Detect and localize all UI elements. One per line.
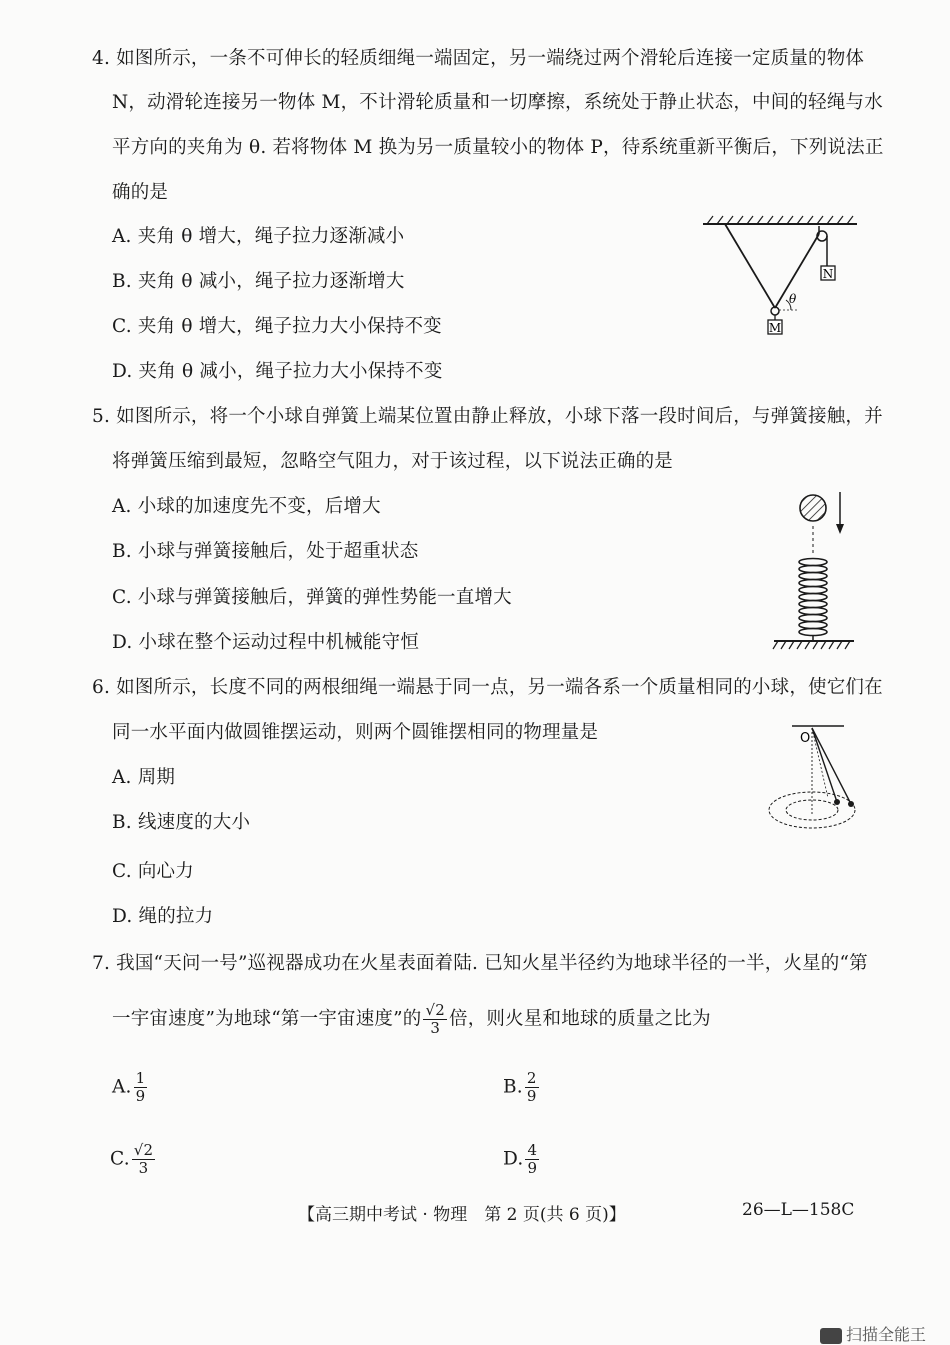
q6-conical-pendulum-figure xyxy=(762,718,872,836)
q7-stem-line-2-pre: 一宇宙速度”为地球“第一宇宙速度”的 xyxy=(112,1008,422,1030)
q6-stem-line-2: 同一水平面内做圆锥摆运动，则两个圆锥摆相同的物理量是 xyxy=(112,722,599,743)
q4-label-theta: θ xyxy=(789,292,797,306)
q4-option-b: B. 夹角 θ 减小，绳子拉力逐渐增大 xyxy=(112,271,405,292)
q4-option-d: D. 夹角 θ 减小，绳子拉力大小保持不变 xyxy=(112,361,443,382)
q5-option-d: D. 小球在整个运动过程中机械能守恒 xyxy=(112,632,420,653)
q7-stem-line-2-post: 倍，则火星和地球的质量之比为 xyxy=(449,1008,711,1030)
q6-option-a: A. 周期 xyxy=(112,767,176,788)
q7-ratio-numerator: √2 xyxy=(425,1001,445,1019)
q7-option-a-num: 1 xyxy=(135,1069,146,1087)
q7-option-a-den: 9 xyxy=(135,1087,146,1105)
q5-spring-figure xyxy=(768,484,858,654)
q4-stem-line-4: 确的是 xyxy=(112,182,169,203)
q7-option-b-fraction xyxy=(525,1070,539,1105)
q5-stem-line-2: 将弹簧压缩到最短，忽略空气阻力，对于该过程，以下说法正确的是 xyxy=(112,451,674,472)
q7-stem-line-1: 7. 我国“天问一号”巡视器成功在火星表面着陆. 已知火星半径约为地球半径的一半，火星的“第 xyxy=(92,953,868,974)
q6-stem-line-1: 6. 如图所示，长度不同的两根细绳一端悬于同一点，另一端各系一个质量相同的小球，使它们在 xyxy=(92,677,883,698)
q7-option-c xyxy=(110,1142,157,1177)
q7-ratio-fraction xyxy=(423,1002,447,1037)
q7-option-b xyxy=(503,1070,541,1105)
q4-pulley-figure xyxy=(695,212,865,342)
q4-stem-line-3: 平方向的夹角为 θ. 若将物体 M 换为另一质量较小的物体 P，待系统重新平衡后，下列说法正 xyxy=(112,137,884,158)
q4-label-n: N xyxy=(822,267,834,281)
q7-option-a-fraction xyxy=(134,1070,148,1105)
q4-stem-line-1: 4. 如图所示，一条不可伸长的轻质细绳一端固定，另一端绕过两个滑轮后连接一定质量的物体 xyxy=(92,48,865,69)
q4-label-m: M xyxy=(768,321,782,335)
q7-option-b-label: B. xyxy=(503,1076,523,1098)
q6-label-o: O xyxy=(800,731,811,746)
q7-option-d-den: 9 xyxy=(527,1159,538,1177)
q7-option-c-fraction xyxy=(132,1142,156,1177)
scanner-watermark xyxy=(820,1322,940,1345)
q7-option-d-fraction xyxy=(525,1142,539,1177)
watermark-text: 扫描全能王 xyxy=(846,1325,927,1344)
q4-option-c: C. 夹角 θ 增大，绳子拉力大小保持不变 xyxy=(112,316,442,337)
q7-option-b-num: 2 xyxy=(526,1069,537,1087)
q6-option-d: D. 绳的拉力 xyxy=(112,906,214,927)
q7-ratio-denominator: 3 xyxy=(430,1019,441,1037)
scanner-logo-icon xyxy=(820,1328,842,1344)
q5-option-a: A. 小球的加速度先不变，后增大 xyxy=(112,496,381,517)
q7-option-a-label: A. xyxy=(112,1076,132,1098)
q7-stem-line-2 xyxy=(112,1002,711,1037)
q7-option-d-label: D. xyxy=(503,1148,524,1170)
q7-option-c-den: 3 xyxy=(138,1159,149,1177)
q7-option-c-num: √2 xyxy=(133,1141,154,1159)
q7-option-c-label: C. xyxy=(110,1148,130,1170)
q7-option-d xyxy=(503,1142,541,1177)
q5-stem-line-1: 5. 如图所示，将一个小球自弹簧上端某位置由静止释放，小球下落一段时间后，与弹簧接触，并 xyxy=(92,406,883,427)
q5-option-b: B. 小球与弹簧接触后，处于超重状态 xyxy=(112,541,419,562)
q7-option-a xyxy=(112,1070,149,1105)
q4-option-a: A. 夹角 θ 增大，绳子拉力逐渐减小 xyxy=(112,226,405,247)
q6-option-b: B. 线速度的大小 xyxy=(112,812,251,833)
footer-page-info: 【高三期中考试 · 物理 第 2 页(共 6 页)】 xyxy=(298,1205,626,1225)
q5-option-c: C. 小球与弹簧接触后，弹簧的弹性势能一直增大 xyxy=(112,587,512,608)
q6-option-c: C. 向心力 xyxy=(112,861,194,882)
footer-exam-code: 26—L—158C xyxy=(742,1200,855,1220)
q4-stem-line-2: N，动滑轮连接另一物体 M，不计滑轮质量和一切摩擦，系统处于静止状态，中间的轻绳与水 xyxy=(112,92,883,113)
q7-option-d-num: 4 xyxy=(527,1141,538,1159)
q7-option-b-den: 9 xyxy=(526,1087,537,1105)
